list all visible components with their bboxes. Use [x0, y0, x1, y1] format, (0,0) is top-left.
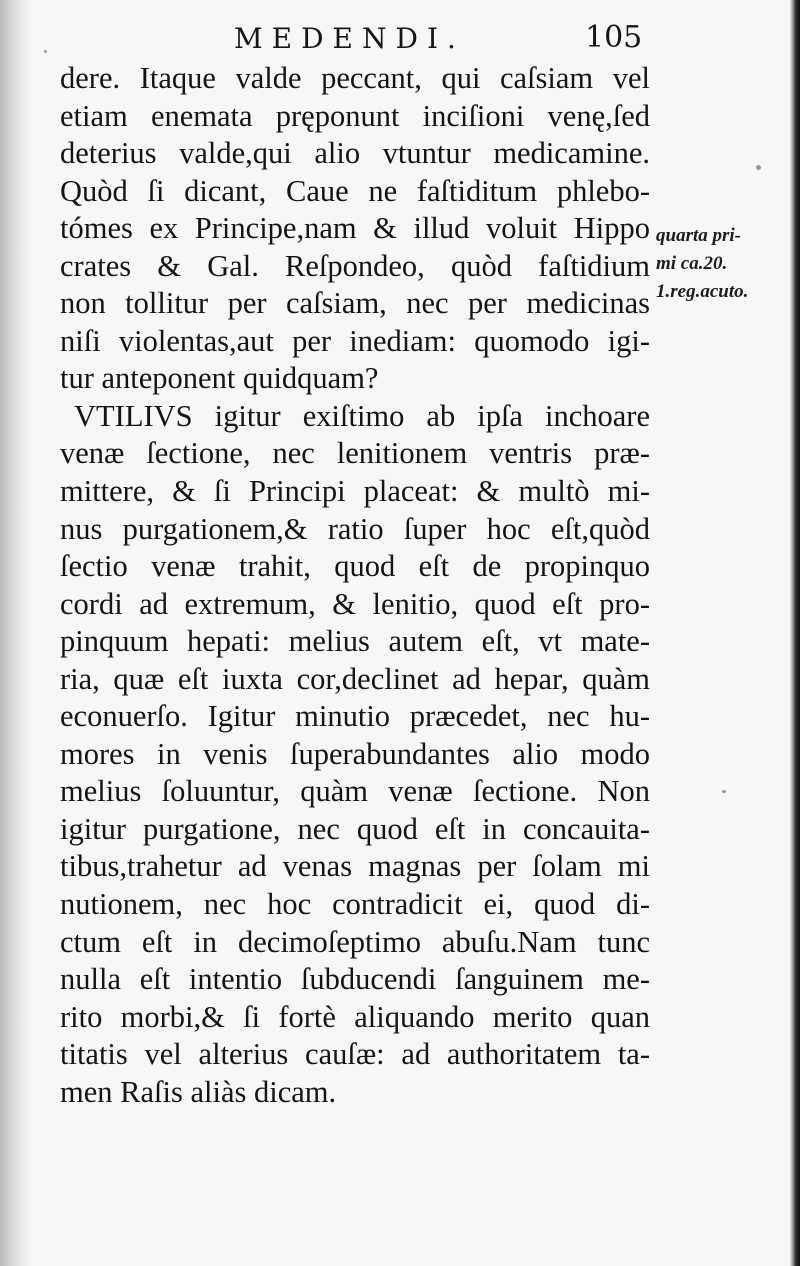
text-line: mittere, & ſi Principi placeat: & multò mi-: [60, 474, 650, 509]
text-line: econuerſo. Igitur minutio præcedet, nec hu-: [60, 699, 650, 734]
margin-note: quarta pri-: [656, 225, 741, 246]
text-line: nus purgationem,& ratio ſuper hoc eſt,quòd: [60, 511, 650, 546]
running-head: MEDENDI.: [234, 22, 465, 55]
text-line: melius ſoluuntur, quàm venæ ſectione. Non: [60, 774, 650, 809]
page-header: [0, 22, 800, 62]
text-line: VTILIVS igitur exiſtimo ab ipſa inchoare: [74, 398, 650, 433]
text-line: ctum eſt in decimoſeptimo abuſu.Nam tunc: [60, 924, 650, 959]
text-line: Quòd ſi dicant, Caue ne faſtiditum phlebo-: [60, 173, 650, 208]
text-line: pinquum hepati: melius autem eſt, vt mate-: [60, 624, 650, 659]
margin-note: mi ca.20.: [656, 253, 728, 274]
text-line: nutionem, nec hoc contradicit ei, quod di-: [60, 887, 650, 922]
text-line: tur anteponent quidquam?: [60, 361, 379, 396]
text-line: ſectio venæ trahit, quod eſt de propinquo: [60, 549, 650, 584]
text-line: non tollitur per caſsiam, nec per medicinas: [60, 286, 650, 321]
text-line: nulla eſt intentio ſubducendi ſanguinem me-: [60, 962, 650, 997]
margin-note: 1.reg.acuto.: [656, 281, 749, 302]
text-line: deterius valde,qui alio vtuntur medicamine.: [60, 136, 650, 171]
binding-shadow: [0, 0, 30, 1266]
text-line: venæ ſectione, nec lenitionem ventris præ-: [60, 436, 650, 471]
text-line: ria, quæ eſt iuxta cor,declinet ad hepar, quàm: [60, 661, 650, 696]
text-line: niſi violentas,aut per inediam: quomodo igi-: [60, 323, 650, 358]
page-number: 105: [585, 20, 643, 55]
paper-speck: [44, 50, 47, 53]
text-line: crates & Gal. Reſpondeo, quòd faſtidium: [60, 248, 650, 283]
text-line: men Raſis aliàs dicam.: [60, 1074, 337, 1109]
text-line: mores in venis ſuperabundantes alio modo: [60, 736, 650, 771]
text-line: igitur purgatione, nec quod eſt in concauita-: [60, 811, 650, 846]
text-line: etiam enemata pręponunt inciſioni venę,ſed: [60, 98, 650, 133]
body-text: [60, 60, 650, 1111]
margin-notes: [656, 222, 786, 306]
paper-speck: [756, 165, 761, 170]
page-edge: [790, 0, 800, 1266]
paper-speck: [722, 790, 726, 793]
text-line: rito morbi,& ſi fortè aliquando merito quan: [60, 999, 650, 1034]
text-line: dere. Itaque valde peccant, qui caſsiam vel: [60, 61, 650, 95]
text-line: cordi ad extremum, & lenitio, quod eſt pro-: [60, 586, 650, 621]
text-line: tómes ex Principe,nam & illud voluit Hippo: [60, 211, 650, 246]
text-line: tibus,trahetur ad venas magnas per ſolam mi: [60, 849, 650, 884]
text-line: titatis vel alterius cauſæ: ad authoritatem ta-: [60, 1037, 650, 1072]
